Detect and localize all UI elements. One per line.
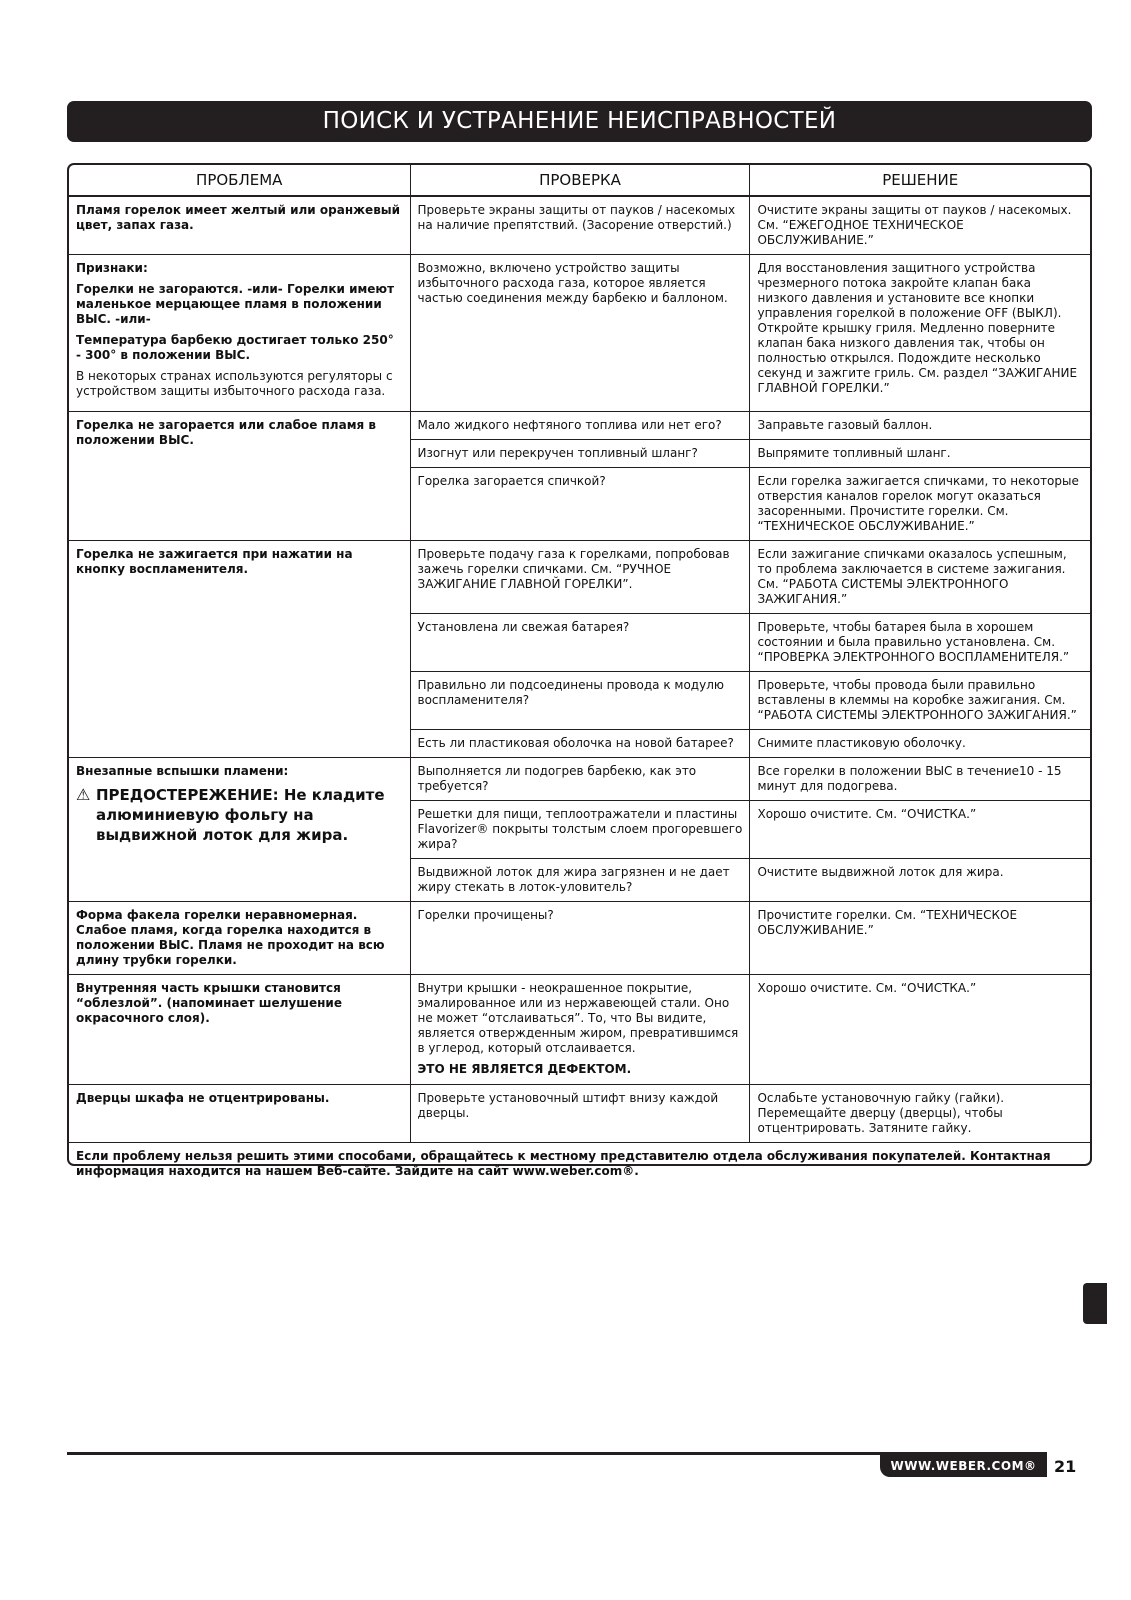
defect-note: ЭТО НЕ ЯВЛЯЕТСЯ ДЕФЕКТОМ. (417, 1062, 632, 1076)
side-tab-marker (1083, 1283, 1107, 1324)
problem-note: В некоторых странах используются регуляторы с устройством защиты избыточного расхода газа. (76, 369, 393, 398)
check-cell: Установлена ли свежая батарея? (410, 614, 750, 672)
check-cell: Выполняется ли подогрев барбекю, как это требуется? (410, 758, 750, 801)
check-cell: Изогнут или перекручен топливный шланг? (410, 440, 750, 468)
troubleshooting-table (67, 163, 1092, 1178)
solution-cell: Очистите выдвижной лоток для жира. (750, 859, 1090, 902)
solution-cell: Очистите экраны защиты от пауков / насекомых. См. “ЕЖЕГОДНОЕ ТЕХНИЧЕСКОЕ ОБСЛУЖИВАНИЕ.” (750, 196, 1090, 255)
header-solution: РЕШЕНИЕ (750, 165, 1090, 196)
check-cell: Мало жидкого нефтяного топлива или нет его? (410, 412, 750, 440)
check-cell: Выдвижной лоток для жира загрязнен и не дает жиру стекать в лоток-уловитель? (410, 859, 750, 902)
check-cell: Проверьте установочный штифт внизу каждой дверцы. (410, 1085, 750, 1143)
website-badge: WWW.WEBER.COM® (880, 1455, 1047, 1477)
check-cell (410, 975, 750, 1085)
table-row (69, 541, 1090, 614)
solution-cell: Ослабьте установочную гайку (гайки). Перемещайте дверцу (дверцы), чтобы отцентрировать. Затяните гайку. (750, 1085, 1090, 1143)
problem-cell: Внутренняя часть крышки становится “облезлой”. (напоминает шелушение окрасочного слоя). (69, 975, 410, 1085)
solution-cell: Хорошо очистите. См. “ОЧИСТКА.” (750, 801, 1090, 859)
contact-note: Если проблему нельзя решить этими способами, обращайтесь к местному представителю отдела обслуживания покупателей. Контактная информация находится на нашем Веб-сайте. Зайдите на сайт www.weber.com®. (69, 1143, 1090, 1186)
check-cell: Возможно, включено устройство защиты избыточного расхода газа, которое является частью соединения между барбекю и баллоном. (410, 255, 750, 412)
check-cell: Проверьте подачу газа к горелками, попробовав зажечь горелки спичками. См. “РУЧНОЕ ЗАЖИГАНИЕ ГЛАВНОЙ ГОРЕЛКИ”. (410, 541, 750, 614)
table-row (69, 975, 1090, 1085)
problem-cell: Горелка не загорается или слабое пламя в положении ВЫС. (69, 412, 410, 541)
problem-text: Температура барбекю достигает только 250° - 300° в положении ВЫС. (76, 333, 394, 362)
solution-cell: Выпрямите топливный шланг. (750, 440, 1090, 468)
table-row (69, 196, 1090, 255)
problem-cell (69, 255, 410, 412)
check-cell: Правильно ли подсоединены провода к модулю воспламенителя? (410, 672, 750, 730)
solution-cell: Проверьте, чтобы провода были правильно вставлены в клеммы на коробке зажигания. См. “РАБОТА СИСТЕМЫ ЭЛЕКТРОННОГО ЗАЖИГАНИЯ.” (750, 672, 1090, 730)
problem-cell: Горелка не зажигается при нажатии на кнопку воспламенителя. (69, 541, 410, 758)
page-number: 21 (1054, 1457, 1077, 1476)
check-cell: Горелка загорается спичкой? (410, 468, 750, 541)
table-header-row (69, 165, 1090, 196)
check-text: Внутри крышки - неокрашенное покрытие, эмалированное или из нержавеющей стали. Оно не может “отслаиваться”. То, что Вы видите, является отвержденным жиром, превратившимся в углерод, который отслаивается. (417, 981, 739, 1055)
problem-cell: Пламя горелок имеет желтый или оранжевый цвет, запах газа. (69, 196, 410, 255)
warning-triangle-icon: ⚠ (76, 785, 91, 804)
solution-cell: Прочистите горелки. См. “ТЕХНИЧЕСКОЕ ОБСЛУЖИВАНИЕ.” (750, 902, 1090, 975)
problem-text: Внезапные вспышки пламени: (76, 764, 289, 778)
solution-cell: Хорошо очистите. См. “ОЧИСТКА.” (750, 975, 1090, 1085)
solution-cell: Если зажигание спичками оказалось успешным, то проблема заключается в системе зажигания. См. “РАБОТА СИСТЕМЫ ЭЛЕКТРОННОГО ЗАЖИГАНИЯ.” (750, 541, 1090, 614)
check-cell: Проверьте экраны защиты от пауков / насекомых на наличие препятствий. (Засорение отверстий.) (410, 196, 750, 255)
solution-cell: Проверьте, чтобы батарея была в хорошем состоянии и была правильно установлена. См. “ПРОВЕРКА ЭЛЕКТРОННОГО ВОСПЛАМЕНИТЕЛЯ.” (750, 614, 1090, 672)
check-cell: Есть ли пластиковая оболочка на новой батарее? (410, 730, 750, 758)
header-check: ПРОВЕРКА (410, 165, 750, 196)
problem-cell: Форма факела горелки неравномерная. Слабое пламя, когда горелка находится в положении ВЫС. Пламя не проходит на всю длину трубки горелки. (69, 902, 410, 975)
solution-cell: Снимите пластиковую оболочку. (750, 730, 1090, 758)
table-row (69, 255, 1090, 412)
solution-cell: Если горелка зажигается спичками, то некоторые отверстия каналов горелок могут оказаться засоренными. Прочистите горелки. См. “ТЕХНИЧЕСКОЕ ОБСЛУЖИВАНИЕ.” (750, 468, 1090, 541)
table-row (69, 758, 1090, 801)
check-cell: Решетки для пищи, теплоотражатели и пластины Flavorizer® покрыты толстым слоем прогоревшего жира? (410, 801, 750, 859)
problem-cell (69, 758, 410, 902)
page-title: ПОИСК И УСТРАНЕНИЕ НЕИСПРАВНОСТЕЙ (67, 101, 1092, 142)
solution-cell: Заправьте газовый баллон. (750, 412, 1090, 440)
check-cell: Горелки прочищены? (410, 902, 750, 975)
table-row (69, 902, 1090, 975)
problem-text: Горелки не загораются. -или- Горелки имеют маленькое мерцающее пламя в положении ВЫС. -или- (76, 282, 395, 326)
header-problem: ПРОБЛЕМА (69, 165, 410, 196)
problem-cell: Дверцы шкафа не отцентрированы. (69, 1085, 410, 1143)
solution-cell: Все горелки в положении ВЫС в течение10 - 15 минут для подогрева. (750, 758, 1090, 801)
problem-signs-label: Признаки: (76, 261, 148, 275)
warning-block (76, 785, 403, 845)
solution-cell: Для восстановления защитного устройства чрезмерного потока закройте клапан бака низкого давления и установите все кнопки управления горелкой в положение OFF (ВЫКЛ). Откройте крышку гриля. Медленно поверните клапан бака низкого давления так, чтобы он полностью открылся. Подождите несколько секунд и зажгите гриль. См. раздел “ЗАЖИГАНИЕ ГЛАВНОЙ ГОРЕЛКИ.” (750, 255, 1090, 412)
warning-text: ПРЕДОСТЕРЕЖЕНИЕ: Не кладите алюминиевую фольгу на выдвижной лоток для жира. (96, 786, 385, 844)
table-row (69, 412, 1090, 440)
table-row (69, 1085, 1090, 1143)
table-footer-row (69, 1143, 1090, 1186)
